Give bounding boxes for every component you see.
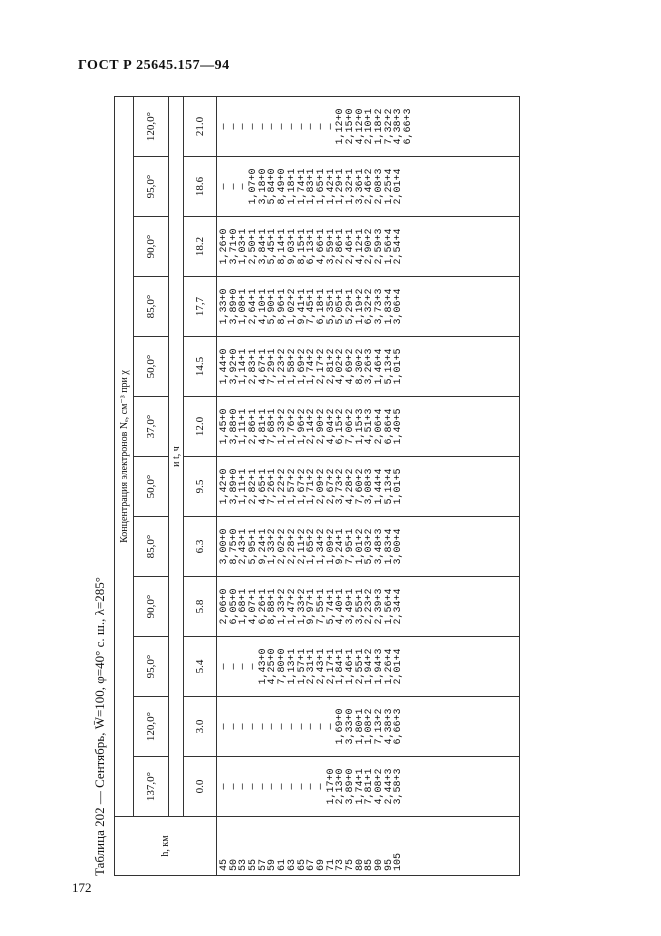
table-cell: 4,69+2 <box>344 348 356 385</box>
table-cell: 1,03+1 <box>238 228 250 265</box>
time-header: 0.0 <box>184 757 217 817</box>
data-column <box>217 757 520 817</box>
table-cell: 1,07+0 <box>248 168 260 205</box>
table-cell: 4,12+0 <box>354 108 366 145</box>
time-header: 21.0 <box>184 97 217 157</box>
table-cell: — <box>248 783 260 790</box>
table-cell: — <box>277 783 289 790</box>
table-cell: — <box>219 723 230 730</box>
table-cell: 1,94+3 <box>374 648 385 685</box>
table-cell: 2,14+2 <box>306 408 318 445</box>
table-cell: — <box>257 783 269 790</box>
time-header: 17,7 <box>184 277 217 337</box>
angle-header: 120,0° <box>134 697 169 757</box>
table-cell: — <box>315 723 327 730</box>
table-cell: — <box>325 123 337 130</box>
time-header: 18.2 <box>184 217 217 277</box>
table-cell: 2,11+2 <box>296 528 308 565</box>
height-value: 69 <box>315 858 327 871</box>
height-value: 63 <box>286 858 298 871</box>
table-cell: 9,03+1 <box>286 228 298 265</box>
table-cell: 5,13+4 <box>383 348 395 385</box>
table-cell: 3,48+3 <box>374 528 385 565</box>
table-cell: 2,55+1 <box>354 648 366 685</box>
table-cell: 2,01+4 <box>393 648 405 685</box>
table-cell: 1,18+1 <box>286 168 298 205</box>
table-cell: 3,89+0 <box>228 468 240 505</box>
table-cell: 1,74+1 <box>354 768 366 805</box>
table-cell: 1,56+4 <box>383 588 395 625</box>
table-cell: 4,66+1 <box>315 228 327 265</box>
table-cell: 1,40+5 <box>393 408 405 445</box>
table-cell: — <box>267 123 279 130</box>
table-cell: — <box>277 723 289 730</box>
table-cell: 1,25+4 <box>383 168 395 205</box>
table-cell: 3,73+2 <box>335 468 347 505</box>
table-cell: 2,44+3 <box>383 768 395 805</box>
table-cell: 4,25+0 <box>267 648 279 685</box>
table-cell: 5,35+1 <box>325 288 337 325</box>
table-cell: 1,08+2 <box>364 708 376 745</box>
height-value: 90 <box>374 858 385 871</box>
table-cell: 2,01+4 <box>393 168 405 205</box>
table-cell: — <box>228 783 240 790</box>
table-cell: — <box>257 123 269 130</box>
table-cell: — <box>219 123 230 130</box>
table-cell: 2,17+1 <box>325 648 337 685</box>
heights-column <box>217 817 520 876</box>
table-cell: — <box>315 783 327 790</box>
data-column <box>217 637 520 697</box>
table-cell: 8,14+1 <box>277 228 289 265</box>
table-cell: 1,69+2 <box>296 348 308 385</box>
time-header: 5.4 <box>184 637 217 697</box>
table-cell: 2,15+0 <box>344 108 356 145</box>
angle-header: 85,0° <box>134 517 169 577</box>
table-cell: 2,23+2 <box>364 588 376 625</box>
rotated-table-region <box>92 96 522 876</box>
table-cell: 2,86+1 <box>335 228 347 265</box>
data-column <box>217 577 520 637</box>
table-cell: 9,24+1 <box>257 528 269 565</box>
table-cell: 1,46+1 <box>344 648 356 685</box>
table-cell: 1,43+0 <box>257 648 269 685</box>
table-cell: 6,66+3 <box>403 108 415 145</box>
angle-header: 85,0° <box>134 277 169 337</box>
angle-header: 137,0° <box>134 757 169 817</box>
table-cell: 1,83+4 <box>383 288 395 325</box>
table-cell: 6,15+2 <box>335 408 347 445</box>
table-cell: 1,94+2 <box>364 648 376 685</box>
time-header: 6.3 <box>184 517 217 577</box>
table-cell: 2,59+3 <box>374 228 385 265</box>
height-value: 53 <box>238 858 250 871</box>
table-cell: 3,00+0 <box>219 528 230 565</box>
table-cell: 4,04+2 <box>325 408 337 445</box>
table-cell: 1,22+2 <box>277 468 289 505</box>
table-cell: — <box>238 723 250 730</box>
table-cell: 6,26+1 <box>257 588 269 625</box>
table-cell: — <box>248 723 260 730</box>
table-cell: 1,74+2 <box>306 348 318 385</box>
table-cell: 1,19+2 <box>354 288 366 325</box>
table-cell: 2,46+2 <box>364 168 376 205</box>
table-cell: — <box>325 723 337 730</box>
table-cell: 1,26+4 <box>383 648 395 685</box>
table-cell: 1,01+5 <box>393 348 405 385</box>
angle-header: 95,0° <box>134 157 169 217</box>
table-cell: 1,83+4 <box>383 528 395 565</box>
table-cell: 1,26+0 <box>219 228 230 265</box>
table-cell: 9,24+1 <box>335 528 347 565</box>
table-cell: 2,90+2 <box>364 228 376 265</box>
height-value: 50 <box>228 858 240 871</box>
height-value: 85 <box>364 858 376 871</box>
data-column <box>217 517 520 577</box>
height-value: 75 <box>344 858 356 871</box>
table-cell: — <box>286 123 298 130</box>
table-cell: — <box>238 183 250 190</box>
table-cell: 1,57+2 <box>286 468 298 505</box>
table-cell: 2,06+4 <box>374 408 385 445</box>
table-cell: 2,28+2 <box>286 528 298 565</box>
height-value: 57 <box>257 858 269 871</box>
table-cell: 1,47+2 <box>286 588 298 625</box>
sub-header: и t, ч <box>169 97 184 817</box>
table-cell: — <box>248 123 260 130</box>
table-cell: 1,14+1 <box>238 348 250 385</box>
data-column <box>217 457 520 517</box>
table-cell: 2,43+1 <box>238 528 250 565</box>
table-cell: 7,26+1 <box>267 468 279 505</box>
time-header: 18.6 <box>184 157 217 217</box>
height-value: 67 <box>306 858 318 871</box>
table-cell: — <box>219 663 230 670</box>
table-cell: 1,42+0 <box>219 468 230 505</box>
table-cell: 1,13+1 <box>286 648 298 685</box>
table-cell: 6,32+2 <box>364 288 376 325</box>
table-cell: 1,65+2 <box>306 528 318 565</box>
table-cell: — <box>277 123 289 130</box>
table-cell: 2,09+2 <box>315 468 327 505</box>
height-value: 65 <box>296 858 308 871</box>
height-value: 45 <box>219 858 230 871</box>
table-cell: 5,29+1 <box>344 288 356 325</box>
table-cell: 8,49+0 <box>277 168 289 205</box>
table-cell: 1,18+2 <box>374 108 385 145</box>
table-cell: 1,65+1 <box>315 168 327 205</box>
data-column <box>217 217 520 277</box>
height-value: 95 <box>383 858 395 871</box>
table-cell: 1,17+0 <box>325 768 337 805</box>
table-cell: 2,10+1 <box>364 108 376 145</box>
table-cell: — <box>296 123 308 130</box>
table-cell: 2,43+1 <box>315 648 327 685</box>
data-column <box>217 157 520 217</box>
table-cell: 4,28+2 <box>344 468 356 505</box>
table-cell: — <box>286 723 298 730</box>
table-cell: 9,41+1 <box>296 288 308 325</box>
table-cell: 2,90+2 <box>315 408 327 445</box>
table-cell: 3,06+4 <box>393 288 405 325</box>
table-cell: 7,06+2 <box>344 408 356 445</box>
table-cell: 1,08+1 <box>238 288 250 325</box>
table-cell: 3,55+1 <box>354 588 366 625</box>
table-cell: 8,30+2 <box>354 348 366 385</box>
angle-header: 120,0° <box>134 97 169 157</box>
table-cell: 3,18+0 <box>257 168 269 205</box>
table-cell: 3,73+3 <box>374 288 385 325</box>
table-cell: — <box>248 663 260 670</box>
table-cell: 7,68+1 <box>267 408 279 445</box>
table-cell: 8,75+0 <box>228 528 240 565</box>
table-cell: 6,18+1 <box>315 288 327 325</box>
table-cell: 6,13+1 <box>306 228 318 265</box>
table-cell: 1,80+1 <box>354 708 366 745</box>
time-row <box>184 97 217 876</box>
table-cell: 9,97+1 <box>306 588 318 625</box>
table-cell: 2,39+3 <box>374 588 385 625</box>
angle-header: 50,0° <box>134 337 169 397</box>
table-cell: 5,03+2 <box>364 528 376 565</box>
angle-header: 95,0° <box>134 637 169 697</box>
table-cell: 1,44+4 <box>374 468 385 505</box>
data-table <box>114 96 520 876</box>
table-cell: 2,67+2 <box>325 468 337 505</box>
table-cell: — <box>238 783 250 790</box>
table-cell: 3,33+0 <box>344 708 356 745</box>
table-cell: — <box>306 783 318 790</box>
table-cell: — <box>228 723 240 730</box>
table-cell: 1,02+2 <box>286 288 298 325</box>
table-cell: 5,13+4 <box>383 468 395 505</box>
data-column <box>217 97 520 157</box>
table-cell: 1,12+0 <box>335 108 347 145</box>
table-cell: 1,11+1 <box>238 408 250 445</box>
table-cell: 2,82+1 <box>248 468 260 505</box>
table-cell: 1,69+0 <box>335 708 347 745</box>
table-cell: 2,02+2 <box>277 528 289 565</box>
table-cell: 6,05+0 <box>228 588 240 625</box>
table-cell: 4,08+2 <box>374 768 385 805</box>
height-value: 73 <box>335 858 347 871</box>
table-caption: Таблица 202 — Сентябрь, W̄=100, φ=40° с. ш., λ=285° <box>92 577 107 876</box>
table-cell: 5,84+0 <box>267 168 279 205</box>
table-cell: 5,74+1 <box>325 588 337 625</box>
height-value: 80 <box>354 858 366 871</box>
table-cell: — <box>219 783 230 790</box>
table-cell: 7,32+2 <box>383 108 395 145</box>
angle-header: 50,0° <box>134 457 169 517</box>
table-cell: 2,34+4 <box>393 588 405 625</box>
table-cell: — <box>219 183 230 190</box>
table-cell: 2,13+0 <box>335 768 347 805</box>
table-cell: 2,46+1 <box>344 228 356 265</box>
table-cell: 5,90+1 <box>267 288 279 325</box>
table-cell: 1,33+2 <box>277 408 289 445</box>
table-cell: 4,81+1 <box>257 408 269 445</box>
angle-header: 90,0° <box>134 217 169 277</box>
data-column <box>217 277 520 337</box>
rotated-content <box>92 96 522 876</box>
time-header: 14.5 <box>184 337 217 397</box>
table-cell: 1,32+1 <box>344 168 356 205</box>
table-cell: 2,17+2 <box>315 348 327 385</box>
angle-header: 37,0° <box>134 397 169 457</box>
table-cell: — <box>257 723 269 730</box>
table-cell: — <box>286 783 298 790</box>
table-cell: 1,71+2 <box>306 468 318 505</box>
table-cell: 3,58+3 <box>393 768 405 805</box>
table-cell: — <box>228 123 240 130</box>
data-column <box>217 697 520 757</box>
table-cell: 1,44+0 <box>219 348 230 385</box>
table-cell: — <box>267 723 279 730</box>
table-cell: 3,49+1 <box>344 588 356 625</box>
height-value: 61 <box>277 858 289 871</box>
table-cell: 1,42+1 <box>325 168 337 205</box>
data-column <box>217 397 520 457</box>
table-cell: 3,84+1 <box>257 228 269 265</box>
table-cell: 1,57+1 <box>296 648 308 685</box>
table-cell: 1,76+2 <box>286 408 298 445</box>
table-cell: 1,23+2 <box>277 348 289 385</box>
table-cell: 3,26+3 <box>364 348 376 385</box>
table-cell: 3,36+1 <box>354 168 366 205</box>
height-value: 105 <box>393 852 405 871</box>
table-cell: 5,45+1 <box>267 228 279 265</box>
angle-row <box>134 97 169 876</box>
table-cell: 1,33+2 <box>267 528 279 565</box>
table-cell: 3,92+0 <box>228 348 240 385</box>
table-cell: 2,31+1 <box>306 648 318 685</box>
table-cell: — <box>306 123 318 130</box>
table-cell: 5,95+1 <box>248 528 260 565</box>
table-cell: 1,09+2 <box>325 528 337 565</box>
table-cell: 4,38+3 <box>383 708 395 745</box>
time-header: 3.0 <box>184 697 217 757</box>
table-cell: 1,83+1 <box>306 168 318 205</box>
table-cell: 7,29+1 <box>267 348 279 385</box>
table-cell: — <box>238 663 250 670</box>
table-cell: 7,13+2 <box>374 708 385 745</box>
table-body-row <box>217 97 520 876</box>
table-cell: 2,06+0 <box>219 588 230 625</box>
document-header: ГОСТ Р 25645.157—94 <box>78 58 230 73</box>
time-header: 5.8 <box>184 577 217 637</box>
height-value: 71 <box>325 858 337 871</box>
table-cell: 3,71+0 <box>228 228 240 265</box>
table-cell: 2,81+2 <box>325 348 337 385</box>
table-cell: — <box>306 723 318 730</box>
table-cell: 1,67+2 <box>296 468 308 505</box>
table-cell: 1,33+0 <box>219 288 230 325</box>
table-cell: 2,50+1 <box>248 228 260 265</box>
table-cell: 1,45+0 <box>219 408 230 445</box>
table-cell: 4,40+1 <box>335 588 347 625</box>
data-column <box>217 337 520 397</box>
table-cell: 4,12+1 <box>354 228 366 265</box>
table-cell: 1,58+2 <box>286 348 298 385</box>
table-cell: 4,67+1 <box>257 348 269 385</box>
table-cell: 1,01+5 <box>393 468 405 505</box>
table-cell: 7,45+1 <box>306 288 318 325</box>
table-cell: 1,01+2 <box>354 528 366 565</box>
table-cell: — <box>267 783 279 790</box>
height-value: 59 <box>267 858 279 871</box>
table-cell: — <box>238 123 250 130</box>
table-cell: 2,08+3 <box>374 168 385 205</box>
table-cell: 4,51+3 <box>364 408 376 445</box>
table-cell: 1,46+4 <box>374 348 385 385</box>
table-cell: 2,86+1 <box>248 408 260 445</box>
table-cell: 7,95+1 <box>344 528 356 565</box>
table-cell: — <box>315 123 327 130</box>
table-cell: 6,66+3 <box>393 708 405 745</box>
height-value: 55 <box>248 858 260 871</box>
table-cell: 1,34+2 <box>315 528 327 565</box>
table-cell: 1,29+1 <box>335 168 347 205</box>
table-cell: 8,88+1 <box>267 588 279 625</box>
table-cell: 3,88+0 <box>228 408 240 445</box>
table-cell: 2,64+1 <box>248 288 260 325</box>
table-cell: 2,54+4 <box>393 228 405 265</box>
table-cell: 7,60+2 <box>354 468 366 505</box>
table-cell: 5,05+1 <box>335 288 347 325</box>
table-cell: 3,08+3 <box>364 468 376 505</box>
table-cell: 3,00+4 <box>393 528 405 565</box>
table-cell: 4,10+1 <box>257 288 269 325</box>
table-cell: 1,74+1 <box>296 168 308 205</box>
table-cell: 1,33+2 <box>277 588 289 625</box>
table-cell: — <box>296 783 308 790</box>
row-header: h, км <box>115 817 217 876</box>
table-cell: 7,80+0 <box>277 648 289 685</box>
table-cell: 1,68+1 <box>238 588 250 625</box>
table-cell: 7,81+1 <box>364 768 376 805</box>
table-cell: 4,65+1 <box>257 468 269 505</box>
table-cell: 6,86+4 <box>383 408 395 445</box>
table-cell: 7,55+1 <box>315 588 327 625</box>
table-cell: 1,84+1 <box>335 648 347 685</box>
table-cell: 8,96+1 <box>277 288 289 325</box>
time-header: 12.0 <box>184 397 217 457</box>
table-cell: 1,33+2 <box>296 588 308 625</box>
table-cell: — <box>296 723 308 730</box>
table-cell: — <box>228 183 240 190</box>
table-cell: 1,56+4 <box>383 228 395 265</box>
table-cell: 2,83+1 <box>248 348 260 385</box>
time-header: 9.5 <box>184 457 217 517</box>
table-cell: 1,15+3 <box>354 408 366 445</box>
table-cell: 3,59+1 <box>325 228 337 265</box>
page-number: 172 <box>72 880 92 895</box>
table-cell: 3,89+0 <box>228 288 240 325</box>
table-cell: — <box>228 663 240 670</box>
group-header: Концентрация электронов Nₑ, см⁻³ при χ <box>115 97 134 817</box>
table-cell: 4,38+3 <box>393 108 405 145</box>
table-cell: 4,07+1 <box>248 588 260 625</box>
table-cell: 4,02+2 <box>335 348 347 385</box>
table-cell: 3,89+0 <box>344 768 356 805</box>
table-cell: 1,11+1 <box>238 468 250 505</box>
angle-header: 90,0° <box>134 577 169 637</box>
table-cell: 1,96+2 <box>296 408 308 445</box>
table-cell: 8,15+1 <box>296 228 308 265</box>
